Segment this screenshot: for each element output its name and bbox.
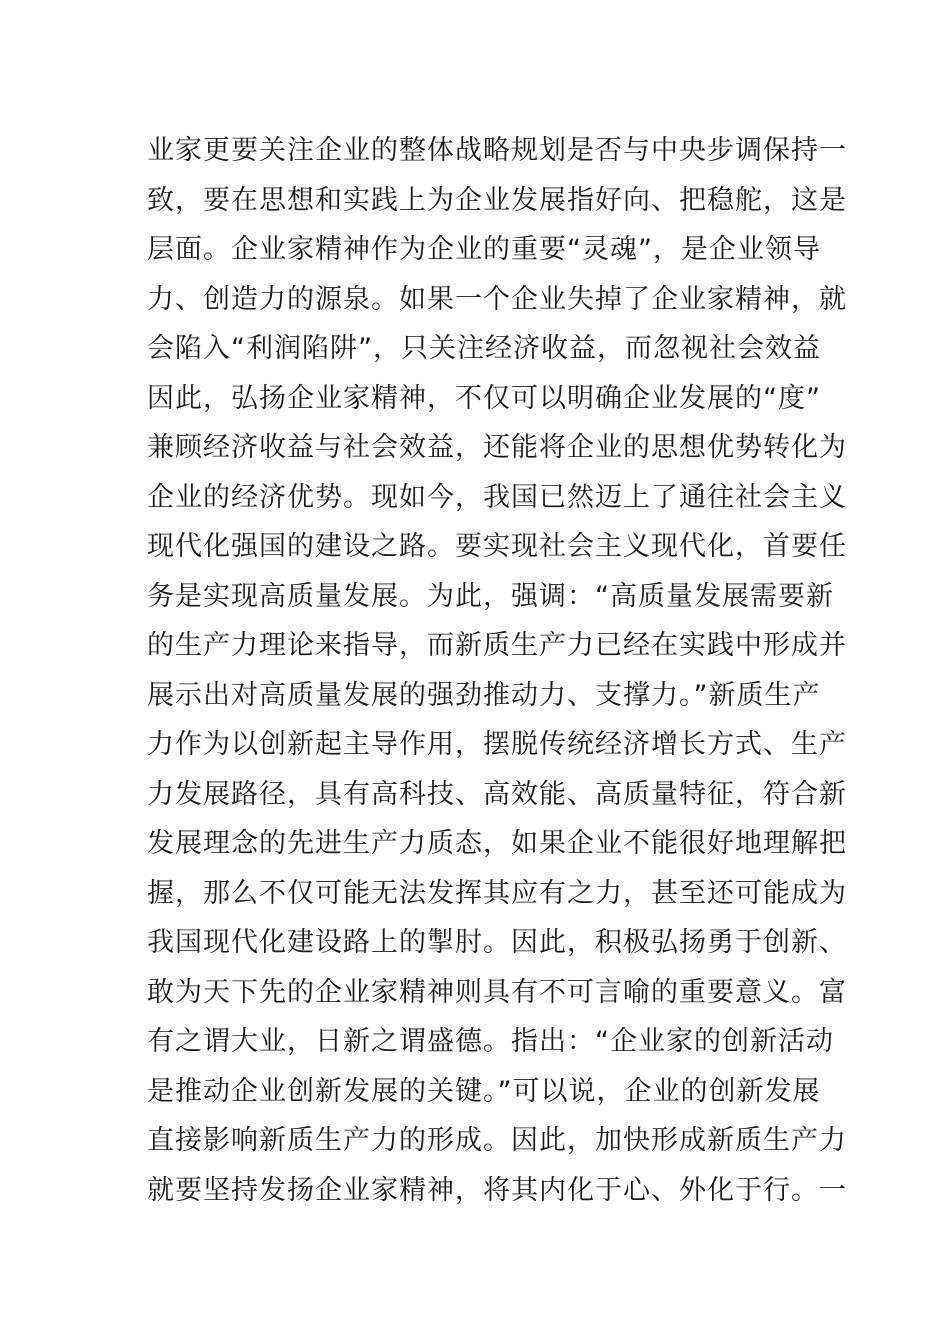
text-line: 力发展路径，具有高科技、高效能、高质量特征，符合新 bbox=[147, 778, 847, 810]
text-line: 致，要在思想和实践上为企业发展指好向、把稳舵，这是 bbox=[147, 184, 847, 216]
text-line: 握，那么不仅可能无法发挥其应有之力，甚至还可能成为 bbox=[147, 877, 847, 909]
body-paragraph bbox=[147, 126, 847, 1215]
text-line: 有之谓大业，日新之谓盛德。指出：“企业家的创新活动 bbox=[147, 1026, 834, 1057]
text-line: 是推动企业创新发展的关键。”可以说，企业的创新发展 bbox=[147, 1075, 821, 1107]
text-line: 会陷入“利润陷阱”，只关注经济收益，而忽视社会效益 bbox=[147, 333, 821, 364]
text-line: 展示出对高质量发展的强劲推动力、支撑力。”新质生产 bbox=[147, 679, 821, 711]
text-line: 发展理念的先进生产力质态，如果企业不能很好地理解把 bbox=[147, 828, 847, 859]
text-line: 务是实现高质量发展。为此，强调：“高质量发展需要新 bbox=[147, 580, 834, 612]
text-line: 企业的经济优势。现如今，我国已然迈上了通往社会主义 bbox=[147, 481, 847, 513]
text-line: 现代化强国的建设之路。要实现社会主义现代化，首要任 bbox=[147, 531, 847, 562]
text-line: 层面。企业家精神作为企业的重要“灵魂”，是企业领导 bbox=[147, 234, 821, 265]
text-line: 兼顾经济收益与社会效益，还能将企业的思想优势转化为 bbox=[147, 432, 847, 463]
text-line: 力作为以创新起主导作用，摆脱传统经济增长方式、生产 bbox=[147, 729, 847, 760]
text-line: 业家更要关注企业的整体战略规划是否与中央步调保持一 bbox=[147, 135, 847, 166]
text-line: 直接影响新质生产力的形成。因此，加快形成新质生产力 bbox=[147, 1125, 847, 1156]
text-line: 的生产力理论来指导，而新质生产力已经在实践中形成并 bbox=[147, 630, 847, 661]
text-line: 因此，弘扬企业家精神，不仅可以明确企业发展的“度” bbox=[147, 382, 821, 414]
text-line: 我国现代化建设路上的掣肘。因此，积极弘扬勇于创新、 bbox=[147, 927, 847, 958]
text-line: 敢为天下先的企业家精神则具有不可言喻的重要意义。富 bbox=[147, 976, 847, 1008]
text-line: 就要坚持发扬企业家精神，将其内化于心、外化于行。一 bbox=[147, 1174, 847, 1206]
text-line: 力、创造力的源泉。如果一个企业失掉了企业家精神，就 bbox=[147, 283, 847, 315]
